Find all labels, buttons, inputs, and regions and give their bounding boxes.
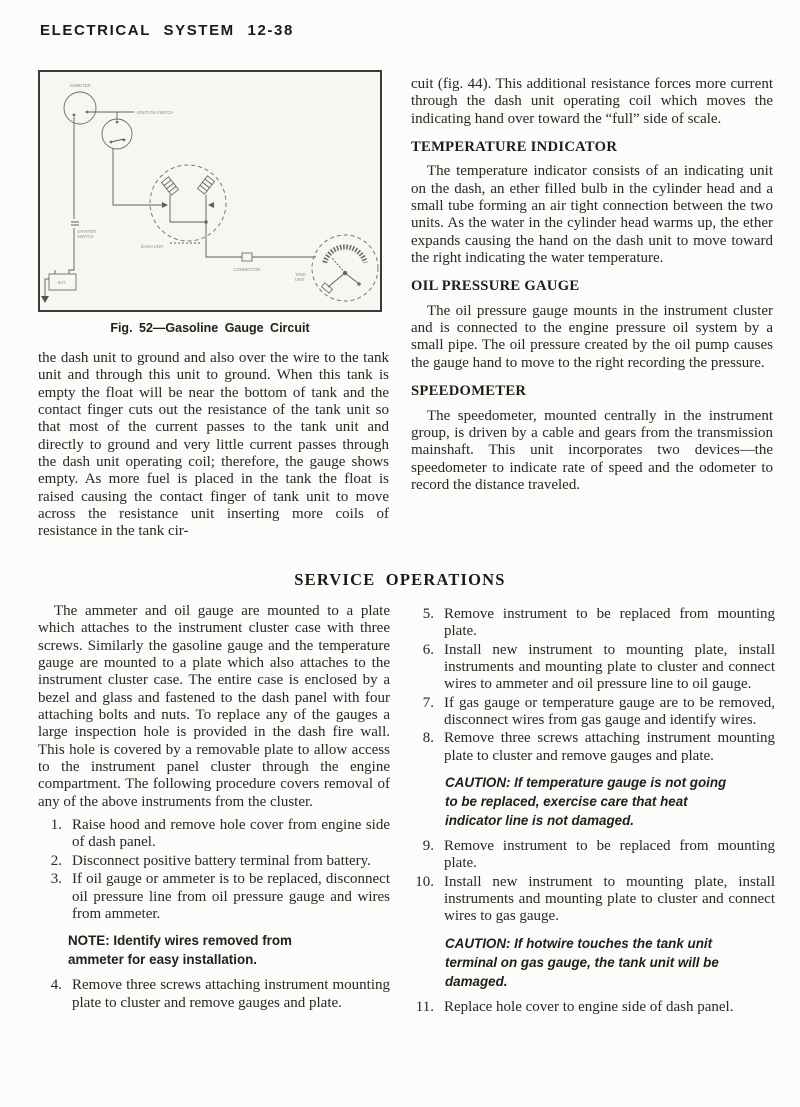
starter-switch-label: SWITCH [77, 234, 94, 239]
service-step [410, 642, 775, 694]
caution-block: CAUTION: If hotwire touches the tank unit terminal on gas gauge, the tank unit will be damaged. [445, 935, 719, 989]
step-number: 7. [422, 694, 434, 711]
tank-unit-label: UNIT [295, 277, 305, 282]
paragraph: The oil pressure gauge mounts in the instrument cluster and is connected to the engine pressure oil system by a small pipe. The oil pressure created by the oil pump causes the gauge hand to move to the right recording the pressure. [411, 302, 773, 371]
step-number: 4. [50, 977, 62, 994]
wire [206, 222, 242, 257]
battery-terminals [55, 270, 69, 274]
ammeter-symbol [64, 92, 96, 124]
service-step [410, 838, 775, 873]
dash-unit-symbol [150, 165, 226, 241]
service-step [410, 999, 775, 1016]
right-column-text [411, 76, 773, 500]
figure-caption: Fig. 52—Gasoline Gauge Circuit [110, 321, 310, 335]
note-block: NOTE: Identify wires removed from ammeter for easy installation. [68, 933, 292, 968]
step-text: Disconnect positive battery terminal from battery. [72, 852, 371, 869]
ammeter-terminal [86, 111, 89, 114]
step-text: If oil gauge or ammeter is to be replaced, disconnect oil pressure line from oil pressure gauge and wires from ammeter. [72, 871, 390, 922]
service-steps-left [38, 817, 390, 1012]
paragraph: The speedometer, mounted centrally in the instrument group, is driven by a cable and gears from the transmission mainshaft. This unit incorporates two devices—the speedometer to indicate rate of speed and the odometer to record the distance traveled. [411, 407, 773, 493]
step-number: 5. [422, 606, 434, 622]
step-text: Install new instrument to mounting plate, install instruments and mounting plate to cluster and connect wires to gas gauge. [444, 873, 775, 925]
paragraph: the dash unit to ground and also over the wire to the tank unit and through this unit to ground. When this tank is empty the float will be near the bottom of tank and the contact finger cuts out the resistance of the tank unit so that most of the current passes to the tank unit and directly to ground and very little current passes through the dash unit operating coil; therefore, the gauge shows empty. As more fuel is placed in the tank the float is raised causing the contact finger of tank unit to move across the resistance unit inserting more coils of resistance in the tank cir- [38, 350, 389, 540]
service-step [410, 606, 775, 641]
wire [113, 148, 163, 205]
step-text: If gas gauge or temperature gauge are to be removed, disconnect wires from gas gauge and identify wires. [444, 694, 775, 729]
caution-block: CAUTION: If temperature gauge is not going to be replaced, exercise care that heat indicator line is not damaged. [445, 775, 727, 829]
service-left-column [38, 603, 390, 1013]
step-number: 9. [422, 838, 434, 855]
dash-unit-coil [198, 176, 215, 194]
switch-bar [111, 139, 124, 142]
step-number: 11. [415, 998, 434, 1015]
service-step [38, 977, 390, 1012]
wire [345, 273, 358, 283]
ground-wire [45, 279, 49, 296]
section-heading-temperature-indicator: TEMPERATURE INDICATOR [411, 139, 618, 156]
service-step [410, 874, 775, 926]
terminal [357, 282, 361, 286]
pointer [332, 258, 345, 273]
step-text: Remove three screws attaching instrument mounting plate to cluster and remove gauges and plate. [444, 730, 775, 764]
paragraph: cuit (fig. 44). This additional resistance forces more current through the dash unit operating coil which moves the indicating hand over toward the “full” side of scale. [411, 76, 773, 127]
connector-label: CONNECTOR [233, 267, 261, 272]
tank-unit-label: TANK [295, 272, 306, 277]
arrowhead [162, 202, 168, 208]
page-header: ELECTRICAL SYSTEM 12-38 [40, 22, 294, 39]
step-number: 10. [415, 873, 434, 890]
step-number: 8. [422, 730, 434, 747]
service-step [410, 730, 775, 765]
section-heading-oil-pressure-gauge: OIL PRESSURE GAUGE [411, 278, 580, 295]
service-step [410, 695, 775, 730]
paragraph: The ammeter and oil gauge are mounted to a plate which attaches to the instrument cluster case with three screws. Similarly the gasoline gauge and the temperature gauge are mounted to a plate which also attaches to the instrument cluster case. The entire case is enclosed by a bezel and glass and fastened to the dash panel with four attaching bolts and nuts. To replace any of the gauges a large inspection hole is provided in the dash fire wall. This hole is covered by a removable plate to allow access to the instrument panel cluster through the engine compartment. The following procedure covers removal of any of the above instruments from the cluster. [38, 603, 390, 810]
paragraph: The temperature indicator consists of an indicating unit on the dash, an ether filled bulb in the cylinder head and a small tube forming an air tight connection between the two units. As the water in the cylinder head warms up, the ether expands causing the hand on the dash unit to move toward the right indicating the water temperature. [411, 163, 773, 267]
step-text: Remove instrument to be replaced from mounting plate. [444, 838, 775, 872]
wire [170, 195, 206, 222]
step-text: Install new instrument to mounting plate, install instruments and mounting plate to cluster and connect wires to ammeter and oil pressure line to oil gauge. [444, 641, 775, 693]
service-operations-heading: SERVICE OPERATIONS [294, 570, 506, 589]
float-arm [328, 273, 345, 287]
connector-symbol [242, 253, 252, 261]
ground-symbol [41, 296, 49, 303]
section-heading-speedometer: SPEEDOMETER [411, 383, 527, 400]
step-text: Replace hole cover to engine side of dash panel. [444, 998, 734, 1015]
circuit-diagram [40, 72, 380, 310]
wire [69, 228, 74, 274]
step-text: Remove instrument to be replaced from mounting plate. [444, 606, 775, 640]
left-column-text [38, 350, 389, 547]
ammeter-label: AMMETER [69, 83, 91, 88]
tank-unit-symbol [312, 235, 378, 301]
dash-unit-coil [162, 177, 179, 195]
step-number: 1. [50, 817, 62, 834]
step-number: 3. [50, 871, 62, 888]
service-right-column [410, 605, 775, 1017]
ignition-switch-symbol [102, 119, 132, 149]
step-text: Remove three screws attaching instrument mounting plate to cluster and remove gauges and plate. [72, 977, 390, 1011]
service-step [38, 817, 390, 852]
service-steps-right [410, 606, 775, 1016]
starter-switch-symbol [71, 222, 79, 225]
service-step [38, 871, 390, 923]
terminal [116, 121, 119, 124]
step-number: 2. [50, 852, 62, 869]
arrowhead [208, 202, 214, 208]
service-step [38, 853, 390, 870]
starter-switch-label: STARTER [77, 229, 97, 234]
ignition-switch-label: IGNITION SWITCH [137, 110, 174, 115]
step-text: Raise hood and remove hole cover from engine side of dash panel. [72, 817, 390, 851]
ammeter-terminal [73, 114, 76, 117]
dash-unit-label: DASH UNIT [141, 244, 164, 249]
figure-gasoline-gauge-circuit [38, 70, 382, 312]
battery-label: BAT. [57, 280, 67, 285]
step-number: 6. [422, 641, 434, 658]
rheostat-arc [325, 247, 366, 263]
